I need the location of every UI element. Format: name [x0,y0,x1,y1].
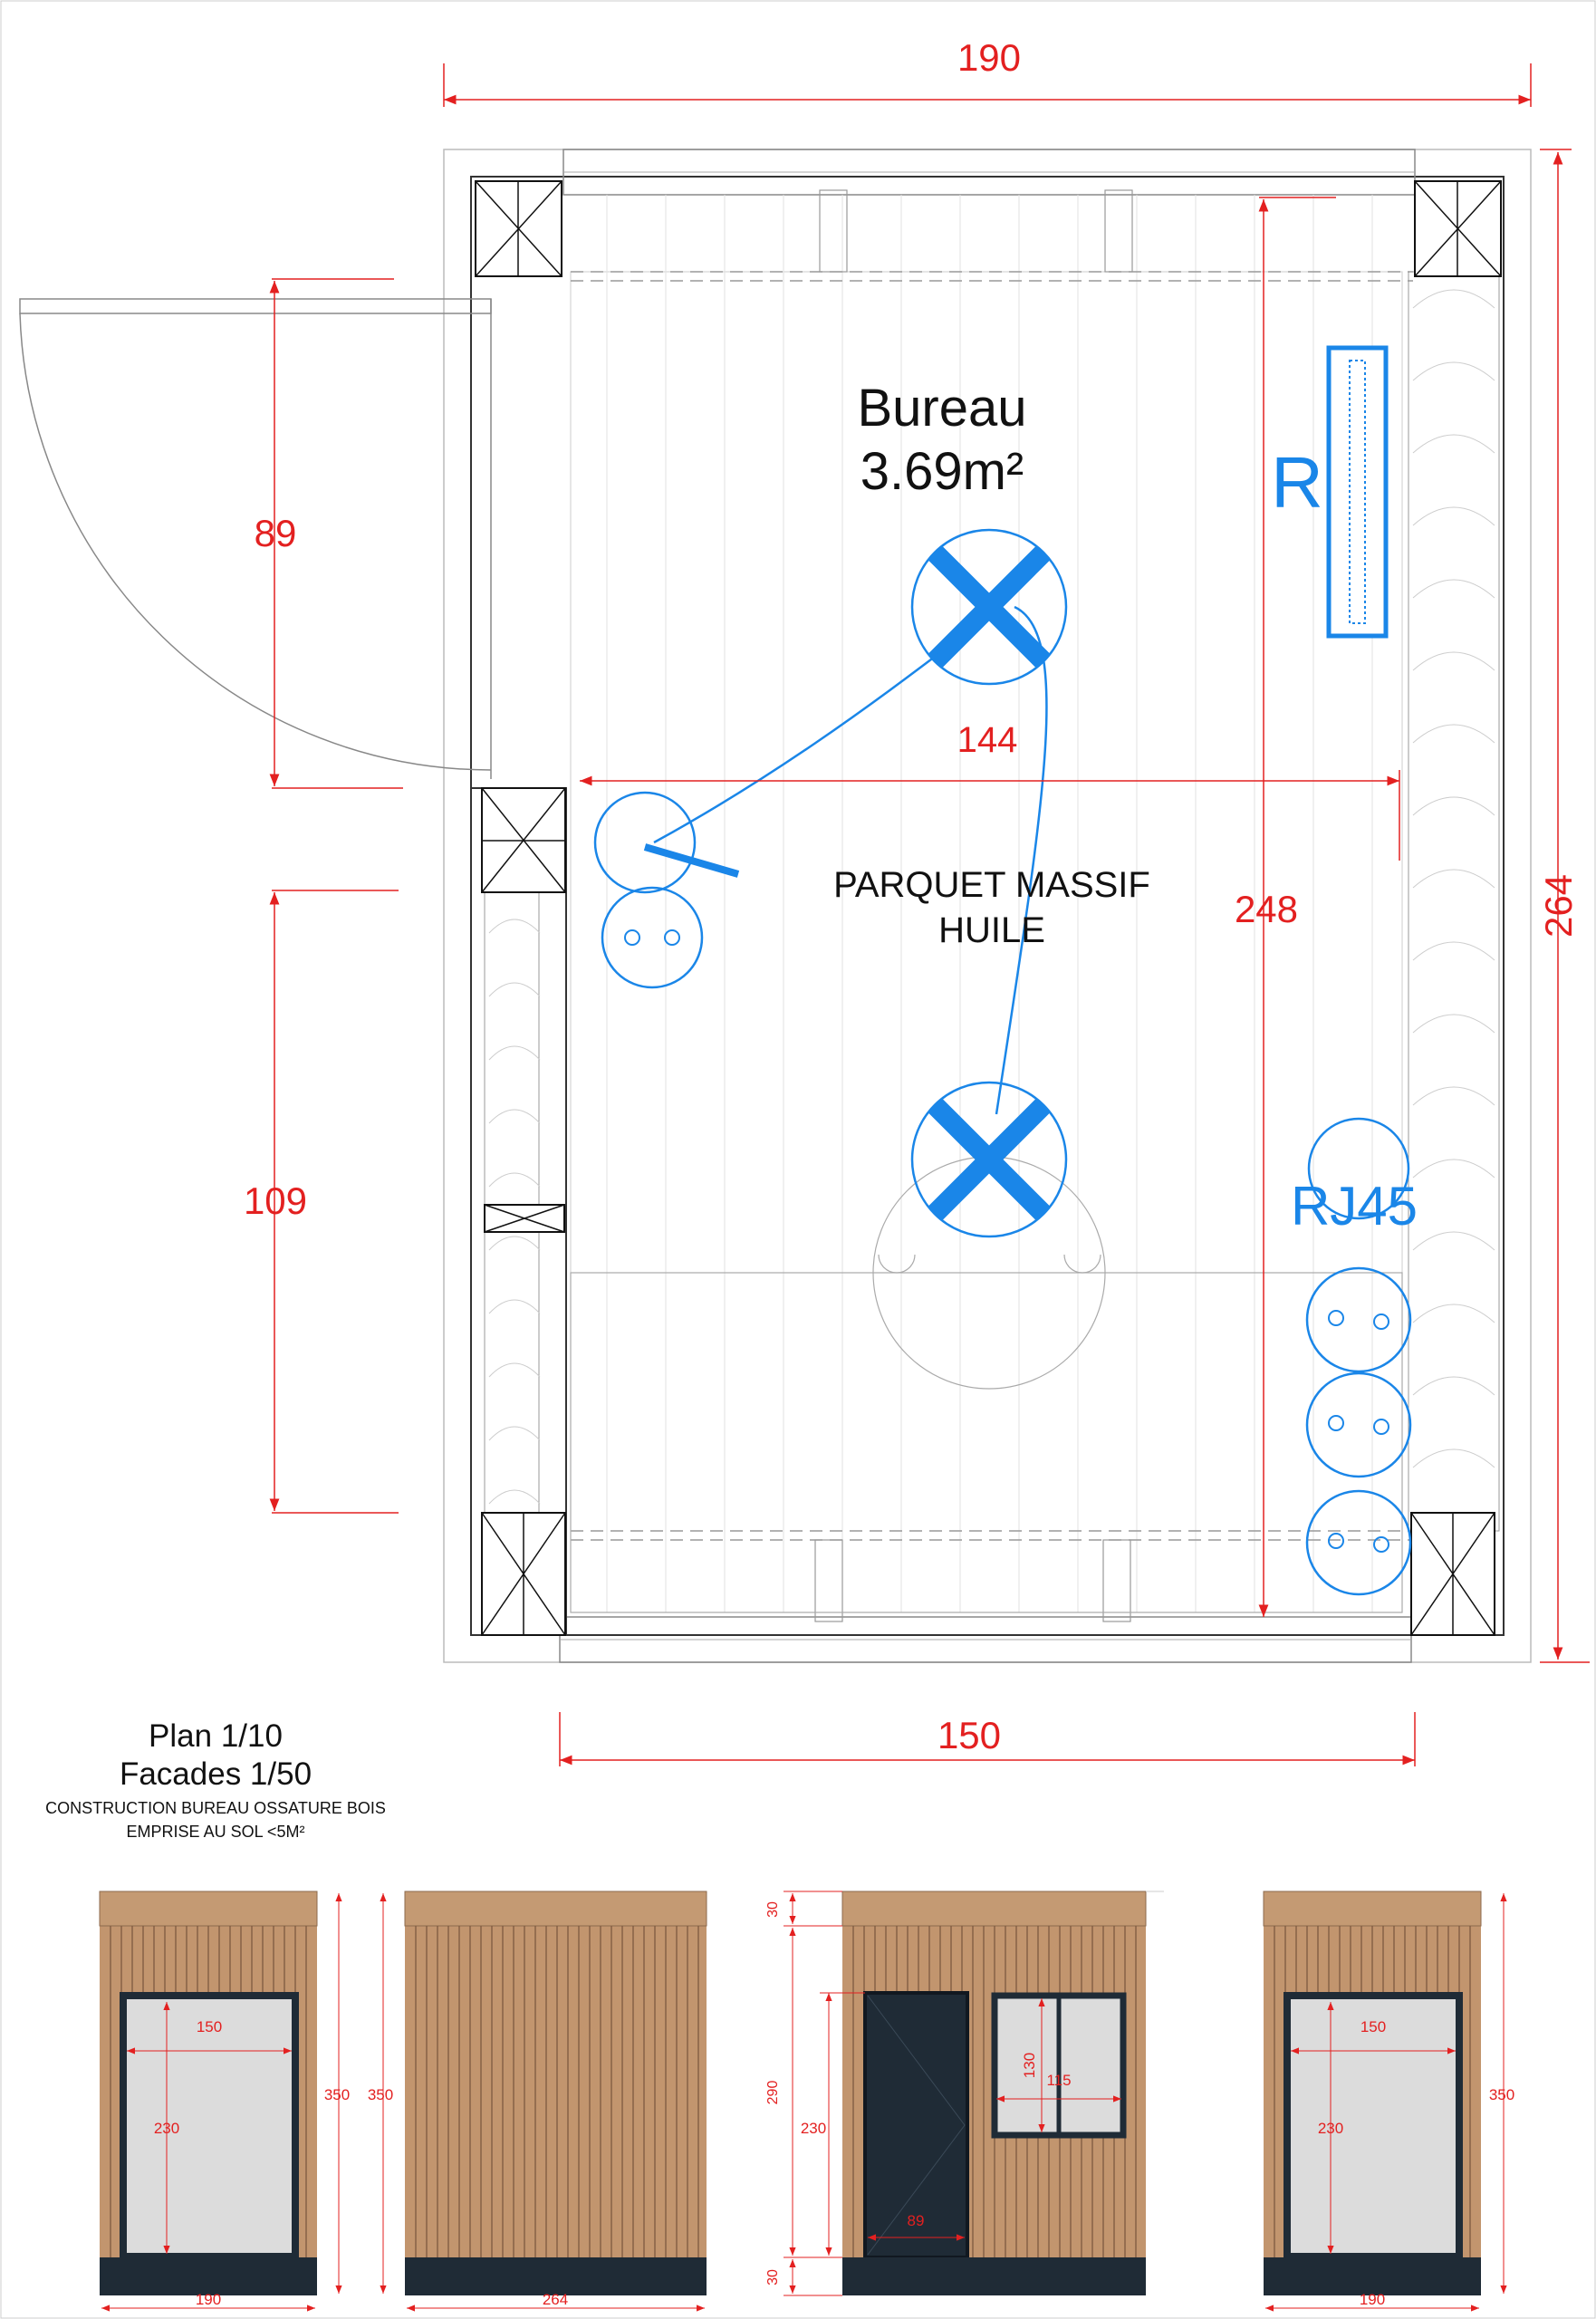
caption-title: CONSTRUCTION BUREAU OSSATURE BOIS [45,1799,386,1817]
room-name: Bureau [857,379,1027,438]
f1-dim-width: 190 [195,2291,222,2308]
dim-window-height: 109 [243,1179,308,1222]
facade-2 [405,1891,707,2295]
radiator-icon [1329,348,1386,636]
f4-dim-height: 350 [1488,2086,1515,2103]
caption-scale-facades: Facades 1/50 [119,1756,312,1792]
floor-label-line2: HUILE [938,910,1045,950]
f3-dim-door-width: 89 [907,2212,925,2229]
f3-dim-window-width: 115 [1046,2072,1072,2089]
f3-dim-top-band: 30 [765,1901,781,1918]
f3-dim-door-height: 230 [800,2120,827,2137]
f2-dim-height: 350 [367,2086,394,2103]
electrical-plan [595,348,1410,1594]
f4-dim-opening-height: 230 [1317,2120,1344,2137]
dim-bottom-width: 150 [937,1714,1002,1756]
f3-dim-wall-height: 290 [765,2080,781,2105]
dim-top-width: 190 [957,36,1022,79]
socket-icon [1307,1491,1410,1594]
facade-3 [842,1891,1164,2295]
socket-icon [602,888,702,987]
dim-right-height: 264 [1537,873,1580,938]
f4-dim-opening-width: 150 [1360,2018,1387,2035]
room-area: 3.69m² [860,442,1024,501]
f3-dim-bottom-band: 30 [765,2269,781,2285]
f1-dim-height: 350 [323,2086,351,2103]
f1-dim-opening-height: 230 [153,2120,180,2137]
plan-dimensions [272,63,1590,1766]
floor-plan [20,149,1531,1662]
dim-inner-height: 248 [1234,888,1299,930]
f2-dim-width: 264 [542,2291,569,2308]
caption [45,1718,386,1841]
f3-dim-window-height: 130 [1021,2052,1038,2079]
socket-icon [1307,1373,1410,1477]
caption-scale-plan: Plan 1/10 [149,1718,283,1754]
f1-dim-opening-width: 150 [196,2018,223,2035]
socket-icon [1307,1268,1410,1371]
caption-footprint: EMPRISE AU SOL <5M² [126,1823,305,1841]
ceiling-light-icon [912,1083,1066,1236]
radiator-label: R [1271,442,1323,523]
floor-label-line1: PARQUET MASSIF [833,865,1150,905]
dim-inner-width: 144 [957,720,1018,760]
dim-door-opening: 89 [254,512,297,554]
facade-4 [1264,1891,1481,2295]
facade-1 [100,1891,317,2295]
network-label: RJ45 [1290,1176,1418,1236]
f4-dim-width: 190 [1359,2291,1386,2308]
